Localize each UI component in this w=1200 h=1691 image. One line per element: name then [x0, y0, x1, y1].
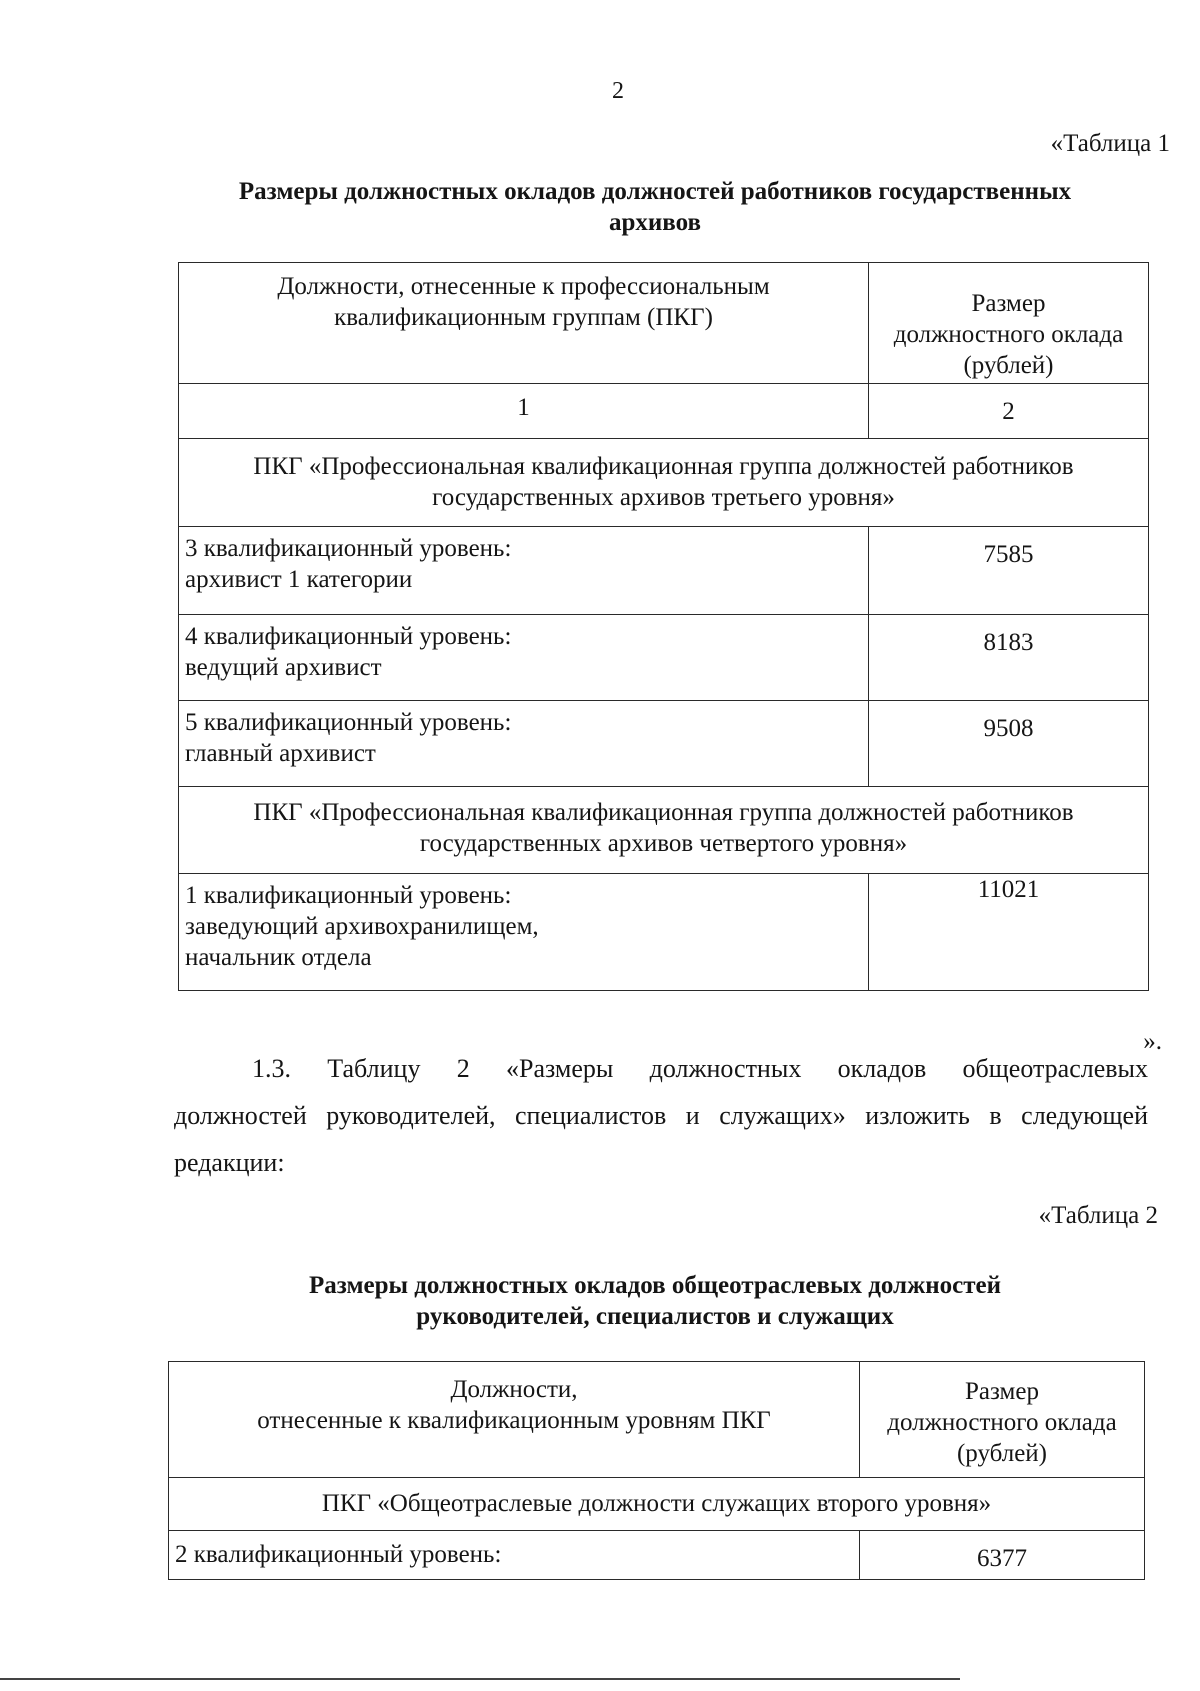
table-row [179, 874, 1149, 991]
table2-group1-heading: ПКГ «Общеотраслевые должности служащих второго уровня» [169, 1478, 1145, 1531]
table2-label: «Таблица 2 [1038, 1202, 1158, 1229]
amendment-paragraph [174, 1045, 1148, 1186]
table2-title-line1: Размеры должностных окладов общеотраслевых должностей [309, 1272, 1001, 1299]
paragraph-line1: 1.3. Таблицу 2 «Размеры должностных окладов общеотраслевых [252, 1054, 1148, 1083]
page-number: 2 [612, 78, 624, 104]
salary-cell: 6377 [860, 1531, 1145, 1580]
salary-cell: 7585 [869, 527, 1149, 615]
table1-col-number-1: 1 [179, 384, 869, 439]
table1 [178, 262, 1149, 991]
salary-cell: 11021 [869, 874, 1149, 991]
table1-label: «Таблица 1 [1050, 130, 1170, 157]
table2-group1-row [169, 1478, 1145, 1531]
table2-title [160, 1270, 1150, 1332]
position-cell: 1 квалификационный уровень: заведующий архивохранилищем, начальник отдела [179, 874, 869, 991]
table1-group1-heading: ПКГ «Профессиональная квалификационная группа должностей работников государственных архивов третьего уровня» [179, 439, 1149, 527]
table1-col-number-2: 2 [869, 384, 1149, 439]
table2-title-line2: руководителей, специалистов и служащих [416, 1303, 894, 1330]
table2 [168, 1361, 1145, 1580]
paragraph-line3: редакции: [174, 1148, 285, 1177]
position-cell: 2 квалификационный уровень: [169, 1531, 860, 1580]
table2-header-col2: Размер должностного оклада (рублей) [860, 1362, 1145, 1478]
table-row [169, 1531, 1145, 1580]
table-row [179, 615, 1149, 701]
table1-group1-row [179, 439, 1149, 527]
table1-group2-heading: ПКГ «Профессиональная квалификационная группа должностей работников государственных архивов четвертого уровня» [179, 787, 1149, 874]
position-cell: 3 квалификационный уровень: архивист 1 категории [179, 527, 869, 615]
table-row [179, 701, 1149, 787]
position-cell: 5 квалификационный уровень: главный архивист [179, 701, 869, 787]
page-bottom-rule [0, 1678, 960, 1680]
table2-header-col1: Должности, отнесенные к квалификационным уровням ПКГ [169, 1362, 860, 1478]
position-cell: 4 квалификационный уровень: ведущий архивист [179, 615, 869, 701]
table1-title-line1: Размеры должностных окладов должностей работников государственных [238, 178, 1072, 205]
table1-group2-row [179, 787, 1149, 874]
table1-header-col2: Размер должностного оклада (рублей) [869, 263, 1149, 384]
table1-column-numbers-row [179, 384, 1149, 439]
salary-cell: 8183 [869, 615, 1149, 701]
salary-cell: 9508 [869, 701, 1149, 787]
table1-header-col1: Должности, отнесенные к профессиональным квалификационным группам (ПКГ) [179, 263, 869, 384]
table1-title [160, 176, 1150, 238]
table-row [179, 527, 1149, 615]
table2-header-row [169, 1362, 1145, 1478]
table1-title-line2: архивов [608, 209, 702, 236]
table1-header-row [179, 263, 1149, 384]
table1-end-mark: ». [1143, 1028, 1162, 1055]
paragraph-line2: должностей руководителей, специалистов и служащих» изложить в следующей [174, 1101, 1148, 1130]
